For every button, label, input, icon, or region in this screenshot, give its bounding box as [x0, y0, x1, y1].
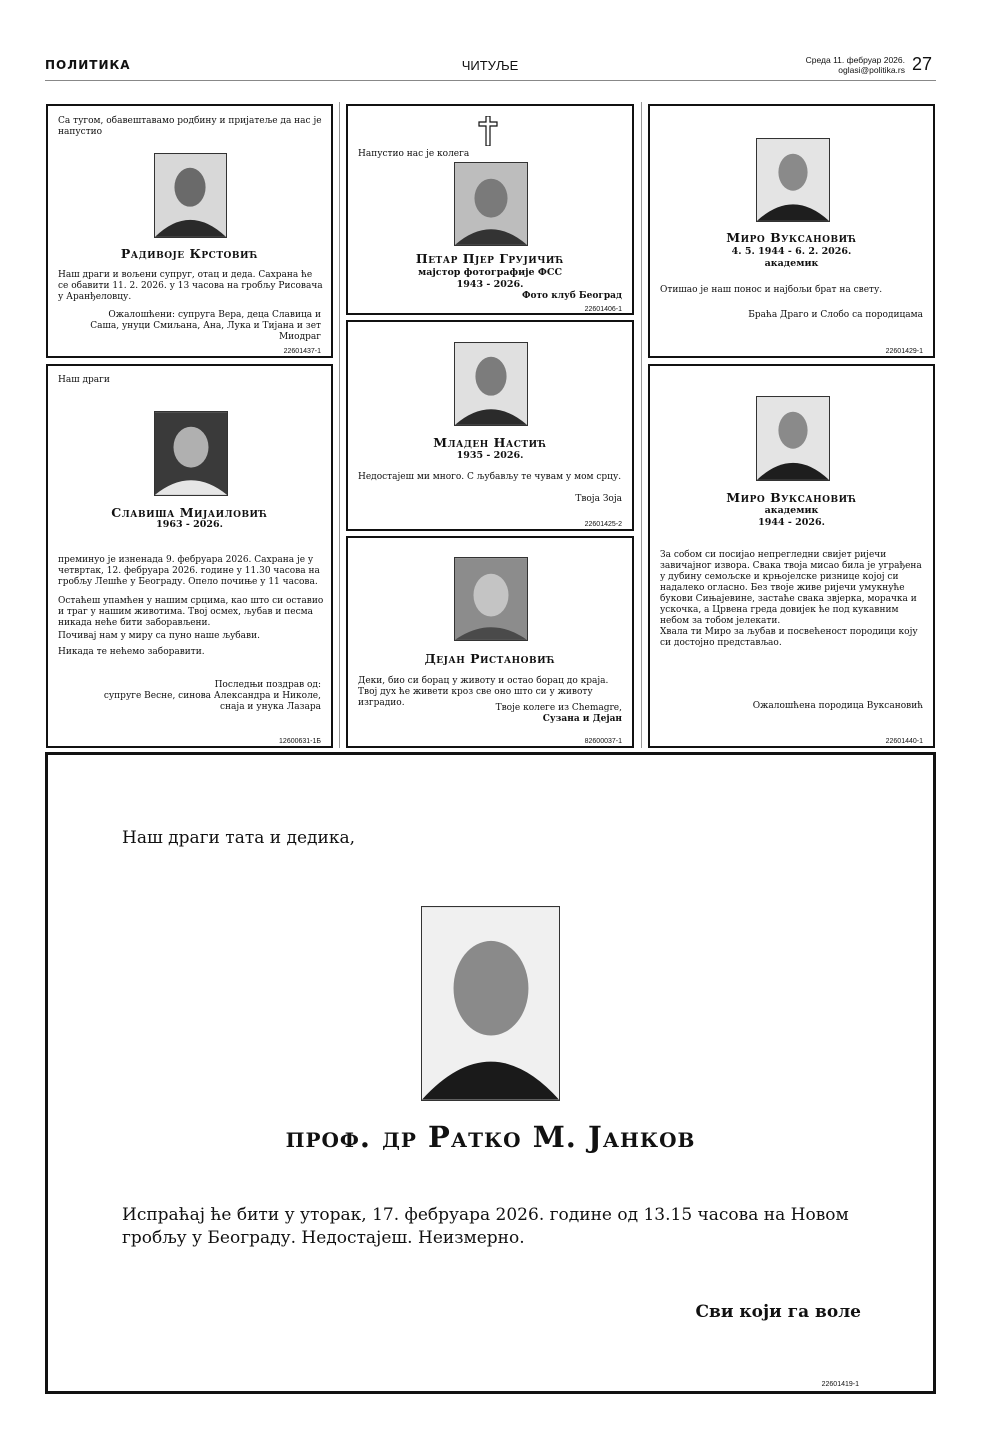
portrait-photo — [154, 411, 228, 496]
deceased-name: Дејан Ристановић — [424, 651, 556, 666]
deceased-years: 1943 - 2026. — [456, 279, 524, 290]
portrait-photo — [756, 396, 830, 481]
deceased-years: 1944 - 2026. — [758, 517, 825, 528]
ad-code: 22601419-1 — [821, 1381, 859, 1388]
issue-date: Среда 11. фебруар 2026. — [805, 55, 905, 65]
ad-code: 22601429-1 — [885, 348, 923, 355]
signature-line: Твоје колеге из Chemagre, — [495, 703, 622, 713]
ad-code: 22601437-1 — [283, 348, 321, 355]
obituary-vuksanovic-family — [648, 104, 935, 358]
signature-line: Последњи поздрав од: — [214, 680, 321, 690]
column-separator — [641, 102, 642, 748]
notice-paragraph: Хвала ти Миро за љубав и посвећеност породици коју си достојно представљао. — [660, 627, 918, 648]
ad-code: 22601440-1 — [885, 738, 923, 745]
notice-intro: Наш драги тата и дедика, — [122, 828, 356, 848]
deceased-name: Петар Пјер Грујичић — [415, 251, 565, 266]
notice-signature: Браћа Драго и Слобо са породицама — [748, 310, 923, 320]
notice-paragraph: преминуо је изненада 9. фебруара 2026. Сахрана је у четвртак, 12. фебруара 2026. године у 11.30 часова на гробљу Лешће у Београду. Опело почиње у 11 часова. — [58, 555, 320, 587]
notice-signature — [496, 703, 622, 725]
signature-line: супруге Весне, синова Александра и Николе, — [103, 691, 321, 701]
deceased-name: Славиша Мијаиловић — [111, 505, 268, 520]
deceased-years: 1963 - 2026. — [156, 519, 223, 530]
deceased-name: Радивоје Крстовић — [120, 246, 259, 261]
deceased-title: академик — [764, 505, 819, 516]
deceased-years: 1935 - 2026. — [456, 450, 524, 461]
notice-text: Испраћај ће бити у уторак, 17. фебруара 2026. године од 13.15 часова на Новом гробљу у Београду. Недостајеш. Неизмерно. — [122, 1205, 849, 1248]
ad-code: 12600631-1Б — [279, 738, 321, 745]
notice-paragraph: Остаћеш упамћен у нашим срцима, као што си оставио и траг у нашим животима. Твој осмех, љубав и песма никада неће бити заборављени. — [58, 596, 324, 628]
deceased-name: Миро Вуксановић — [726, 490, 857, 505]
portrait-photo — [756, 138, 830, 222]
notice-paragraph: Никада те нећемо заборавити. — [58, 647, 205, 657]
deceased-name: Младен Настић — [433, 435, 547, 450]
notice-signature: Твоја Зоја — [575, 494, 622, 504]
notice-signature: Ожалошћена породица Вуксановић — [752, 701, 923, 711]
notice-intro: Напустио нас је колега — [358, 149, 470, 159]
deceased-name: проф. др Ратко М. Јанков — [285, 1120, 696, 1154]
portrait-photo — [454, 557, 528, 641]
notice-paragraph: Почивај нам у миру са пуно наше љубави. — [58, 631, 260, 641]
notice-signature: Сви који га воле — [695, 1302, 861, 1322]
deceased-title: академик — [764, 258, 819, 269]
notice-text: Недостајеш ми много. С љубављу те чувам у мом срцу. — [358, 472, 622, 482]
notice-signature: Фото клуб Београд — [521, 291, 622, 301]
contact-email[interactable]: oglasi@politika.rs — [838, 65, 905, 75]
section-title: ЧИТУЉЕ — [461, 58, 519, 73]
notice-mourners: Ожалошћени: супруга Вера, деца Славица и Саша, унуци Смиљана, Ана, Лука и Тијана и зет Миодраг — [90, 310, 321, 342]
notice-intro: Наш драги — [58, 375, 110, 385]
obituary-krstovic — [46, 104, 333, 358]
page-number: 27 — [912, 54, 933, 74]
obituary-grujicic — [346, 104, 634, 315]
notice-text: Деки, био си борац у животу и остао борац до краја. Твој дух ће живети кроз све оно што си у животу изградио. — [358, 676, 609, 708]
portrait-photo — [154, 153, 227, 238]
header-rule — [45, 80, 936, 81]
deceased-title: мајстор фотографије ФСС — [417, 267, 563, 278]
notice-text: Отишао је наш понос и најбољи брат на свету. — [660, 285, 883, 295]
issue-info — [806, 55, 905, 75]
obituary-vuksanovic-household — [648, 364, 935, 748]
signature-line: Сузана и Дејан — [542, 714, 622, 724]
ad-code: 22601425-2 — [584, 521, 622, 528]
deceased-name: Миро Вуксановић — [726, 230, 857, 245]
obituary-mijailovic — [46, 364, 333, 748]
ad-code: 22601406-1 — [584, 306, 622, 313]
deceased-dates: 4. 5. 1944 - 6. 2. 2026. — [731, 246, 852, 257]
obituary-nastic — [346, 320, 634, 531]
portrait-photo — [454, 162, 528, 246]
ad-code: 82600037-1 — [584, 738, 622, 745]
obituary-ristanovic — [346, 536, 634, 748]
newspaper-logo: ПОЛИТИКА — [45, 58, 131, 72]
notice-signature — [104, 680, 321, 713]
notice-paragraph: За собом си посијао непрегледни свијет ријечи завичајног извора. Свака твоја мисао била је уграђена у дубину семољске и крњојелске ризнице којој си надалеко огласно. Без твоје живе ријечи умукнуће букови Сињајевине, застаће свака звјерка, морачка и ускочка, а Црвена греда довијек ће под кукавним небом за тобом јелекати. — [660, 550, 922, 626]
signature-line: снаја и унука Лазара — [220, 702, 321, 712]
portrait-photo — [454, 342, 528, 426]
notice-text: Наш драги и вољени супруг, отац и деда. Сахрана ће се обавити 11. 2. 2026. у 13 часова на гробљу Рисовача у Аранђеловцу. — [58, 270, 323, 302]
notice-intro: Са тугом, обавештавамо родбину и пријатеље да нас је напустио — [58, 116, 322, 137]
orthodox-cross-icon — [477, 116, 499, 146]
portrait-photo — [421, 906, 560, 1101]
column-separator — [339, 102, 340, 748]
